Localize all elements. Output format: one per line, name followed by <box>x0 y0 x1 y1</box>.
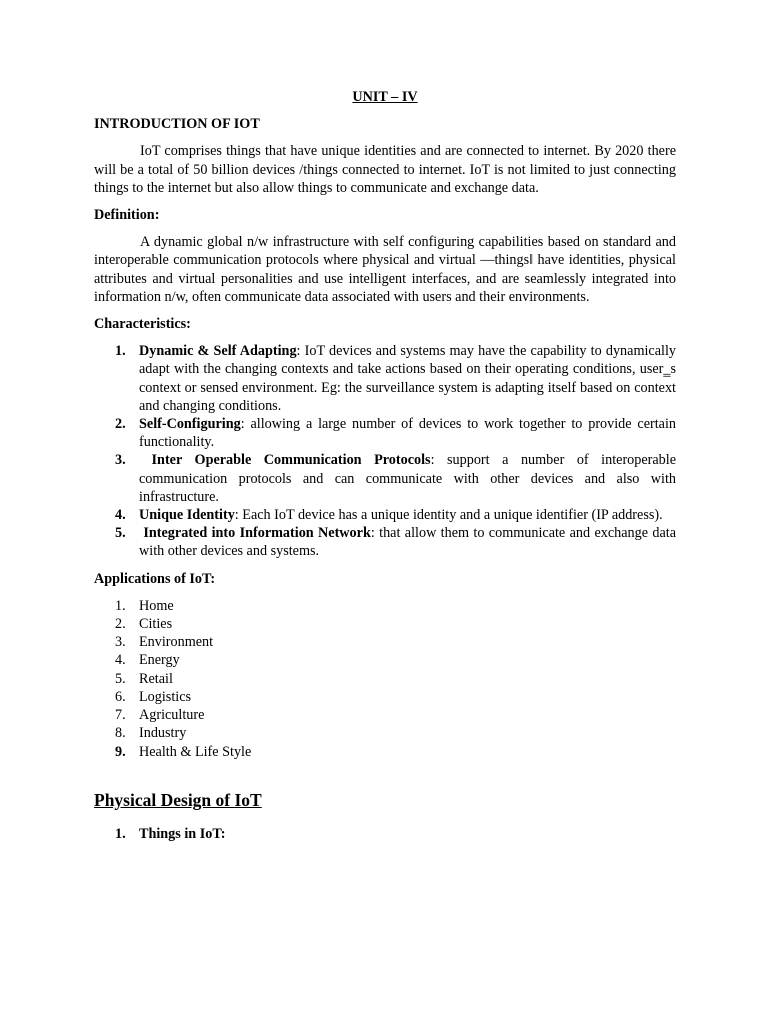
physical-design-list <box>94 825 676 843</box>
characteristic-desc: : support a number of interoperable communication protocols and can communicate with other devices and also with infrastructure. <box>139 452 677 505</box>
list-number: 2. <box>115 416 126 433</box>
applications-list <box>94 597 676 761</box>
list-number: 1. <box>115 825 126 842</box>
application-item <box>94 670 676 688</box>
application-label: Retail <box>139 670 173 687</box>
list-number: 5. <box>115 670 126 687</box>
list-number: 8. <box>115 725 126 742</box>
list-number: 3. <box>115 634 126 651</box>
application-item <box>94 651 676 669</box>
document-body <box>94 88 676 852</box>
characteristic-term: Inter Operable Communication Protocols <box>139 452 431 469</box>
characteristic-term: Self-Configuring <box>139 416 241 433</box>
application-item <box>94 724 676 742</box>
list-number: 7. <box>115 707 126 724</box>
characteristic-item <box>94 451 676 506</box>
application-item <box>94 633 676 651</box>
application-label: Logistics <box>139 688 192 705</box>
list-number: 2. <box>115 616 126 633</box>
unit-title: UNIT – IV <box>352 89 418 105</box>
characteristic-desc: : IoT devices and systems may have the capability to dynamically adapt with the changing contexts and take actions based on their operating conditions, user‗s context or sensed environment. Eg: the surveillance system is adapting itself based on context and changing conditions. <box>139 343 676 414</box>
physical-design-label: Things in IoT: <box>139 825 226 842</box>
definition-heading: Definition: <box>94 207 160 224</box>
list-number: 1. <box>115 343 126 360</box>
characteristic-desc: : allowing a large number of devices to work together to provide certain functionality. <box>139 416 676 451</box>
characteristic-term: Unique Identity <box>139 507 235 524</box>
characteristic-item <box>94 524 676 560</box>
application-label: Home <box>139 597 174 614</box>
applications-heading: Applications of IoT: <box>94 570 216 587</box>
characteristics-heading: Characteristics: <box>94 316 191 333</box>
application-item <box>94 615 676 633</box>
list-number: 3. <box>115 452 126 469</box>
application-label: Health & Life Style <box>139 743 252 760</box>
list-number: 4. <box>115 507 126 524</box>
list-number: 5. <box>115 525 126 542</box>
characteristics-list <box>94 342 676 560</box>
physical-design-heading: Physical Design of IoT <box>94 789 262 810</box>
characteristic-item <box>94 506 676 524</box>
list-number: 1. <box>115 597 126 614</box>
characteristic-desc: : Each IoT device has a unique identity and a unique identifier (IP address). <box>234 507 663 524</box>
application-item <box>94 706 676 724</box>
characteristic-term: Dynamic & Self Adapting <box>139 343 297 360</box>
application-label: Environment <box>139 634 214 651</box>
intro-heading: INTRODUCTION OF IOT <box>94 116 260 133</box>
application-label: Agriculture <box>139 707 205 724</box>
application-item <box>94 597 676 615</box>
application-label: Industry <box>139 725 187 742</box>
list-number: 9. <box>115 743 126 760</box>
definition-paragraph: A dynamic global n/w infrastructure with self configuring capabilities based on standard and interoperable communication protocols where physical and virtual ―things‖ have identities, physical attributes and virtual personalities and use intelligent interfaces, and are seamlessly integrated into information n/w, often communicate data associated with users and their environments. <box>94 234 676 305</box>
characteristic-desc: : that allow them to communicate and exchange data with other devices and systems. <box>139 525 677 560</box>
list-number: 6. <box>115 688 126 705</box>
list-number: 4. <box>115 652 126 669</box>
application-item <box>94 743 676 761</box>
intro-paragraph: IoT comprises things that have unique identities and are connected to internet. By 2020 there will be a total of 50 billion devices /things connected to internet. IoT is not limited to just connecting things to the internet but also allow things to communicate and exchange data. <box>94 143 676 196</box>
characteristic-item <box>94 342 676 415</box>
application-label: Energy <box>139 652 180 669</box>
characteristic-term: Integrated into Information Network <box>139 525 371 542</box>
physical-design-item <box>94 825 676 843</box>
application-item <box>94 688 676 706</box>
application-label: Cities <box>139 616 173 633</box>
characteristic-item <box>94 415 676 451</box>
